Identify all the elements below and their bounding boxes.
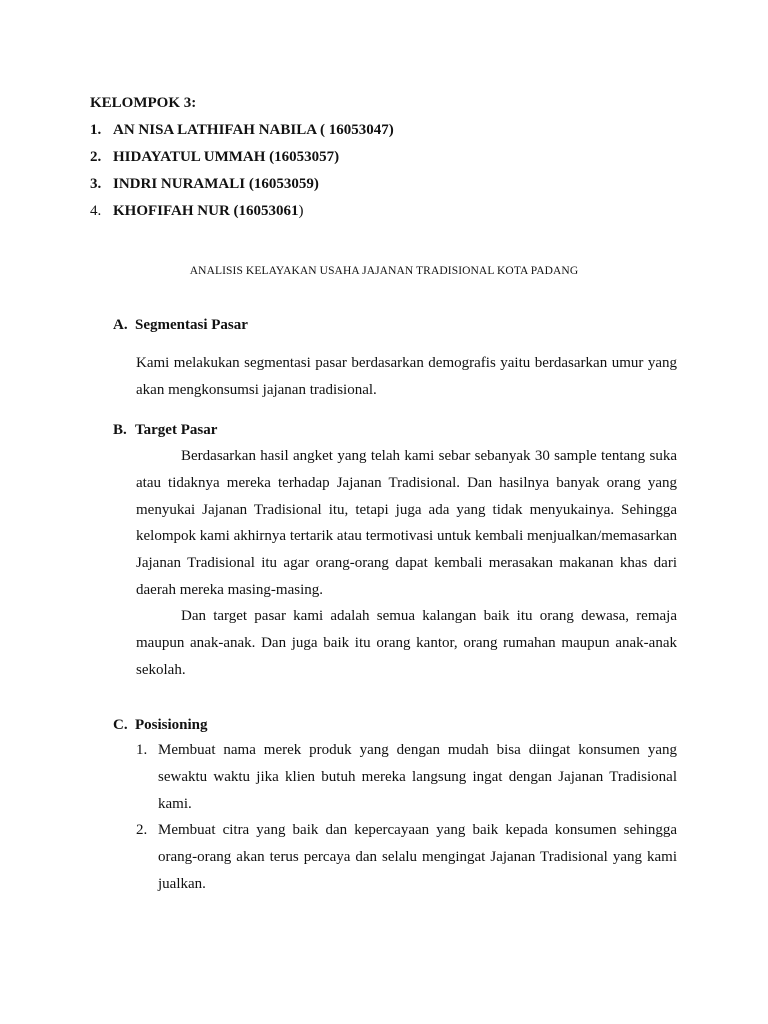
member-item [90,120,394,140]
list-item-number: 1. [136,742,148,758]
member-item [90,174,319,194]
section-title: Posisioning [135,717,208,733]
member-number: 1. [90,122,102,138]
section-paragraph: Berdasarkan hasil angket yang telah kami sebar sebanyak 30 sample tentang suka atau tidaknya mereka terhadap Jajanan Tradisional. Dan hasilnya banyak orang yang menyukai Jajanan Tradisional itu, tetapi juga ada yang tidak menyukainya. Sehingga kelompok kami akhirnya tertarik atau termotivasi untuk kembali menjualkan/memasarkan Jajanan Tradisional itu agar orang-orang dapat kembali merasakan makanan khas dari daerah mereka masing-masing. [136,448,677,598]
section-heading-target-pasar [113,420,217,440]
member-item [90,201,304,221]
section-letter: B. [113,422,127,438]
group-title: KELOMPOK 3: [90,95,197,111]
member-name: AN NISA LATHIFAH NABILA ( 16053047) [113,122,394,138]
member-name-tail: ) [298,203,304,219]
list-item [136,737,677,817]
list-item-number: 2. [136,822,148,838]
member-item [90,147,339,167]
section-paragraph: Kami melakukan segmentasi pasar berdasarkan demografis yaitu berdasarkan umur yang akan mengkonsumsi jajanan tradisional. [136,355,677,398]
section-letter: A. [113,317,128,333]
list-item-text: Membuat citra yang baik dan kepercayaan yang baik kepada konsumen sehingga orang-orang akan terus percaya dan selalu mengingat Jajanan Tradisional yang kami jualkan. [158,822,677,892]
section-title: Segmentasi Pasar [135,317,248,333]
section-paragraph: Dan target pasar kami adalah semua kalangan baik itu orang dewasa, remaja maupun anak-anak. Dan juga baik itu orang kantor, orang rumahan maupun anak-anak sekolah. [136,608,677,678]
member-number: 3. [90,176,102,192]
section-heading-posisioning [113,715,208,735]
member-name: KHOFIFAH NUR (16053061 [113,203,299,219]
list-item [136,817,677,897]
section-heading-segmentasi [113,315,248,335]
member-name: INDRI NURAMALI (16053059) [113,176,319,192]
list-item-text: Membuat nama merek produk yang dengan mudah bisa diingat konsumen yang sewaktu waktu jika klien butuh mereka langsung ingat dengan Jajanan Tradisional kami. [158,742,677,812]
member-name: HIDAYATUL UMMAH (16053057) [113,149,340,165]
member-number: 2. [90,149,102,165]
section-letter: C. [113,717,128,733]
member-number: 4. [90,203,102,219]
document-title: ANALISIS KELAYAKAN USAHA JAJANAN TRADISIONAL KOTA PADANG [189,265,579,277]
section-title: Target Pasar [135,422,218,438]
